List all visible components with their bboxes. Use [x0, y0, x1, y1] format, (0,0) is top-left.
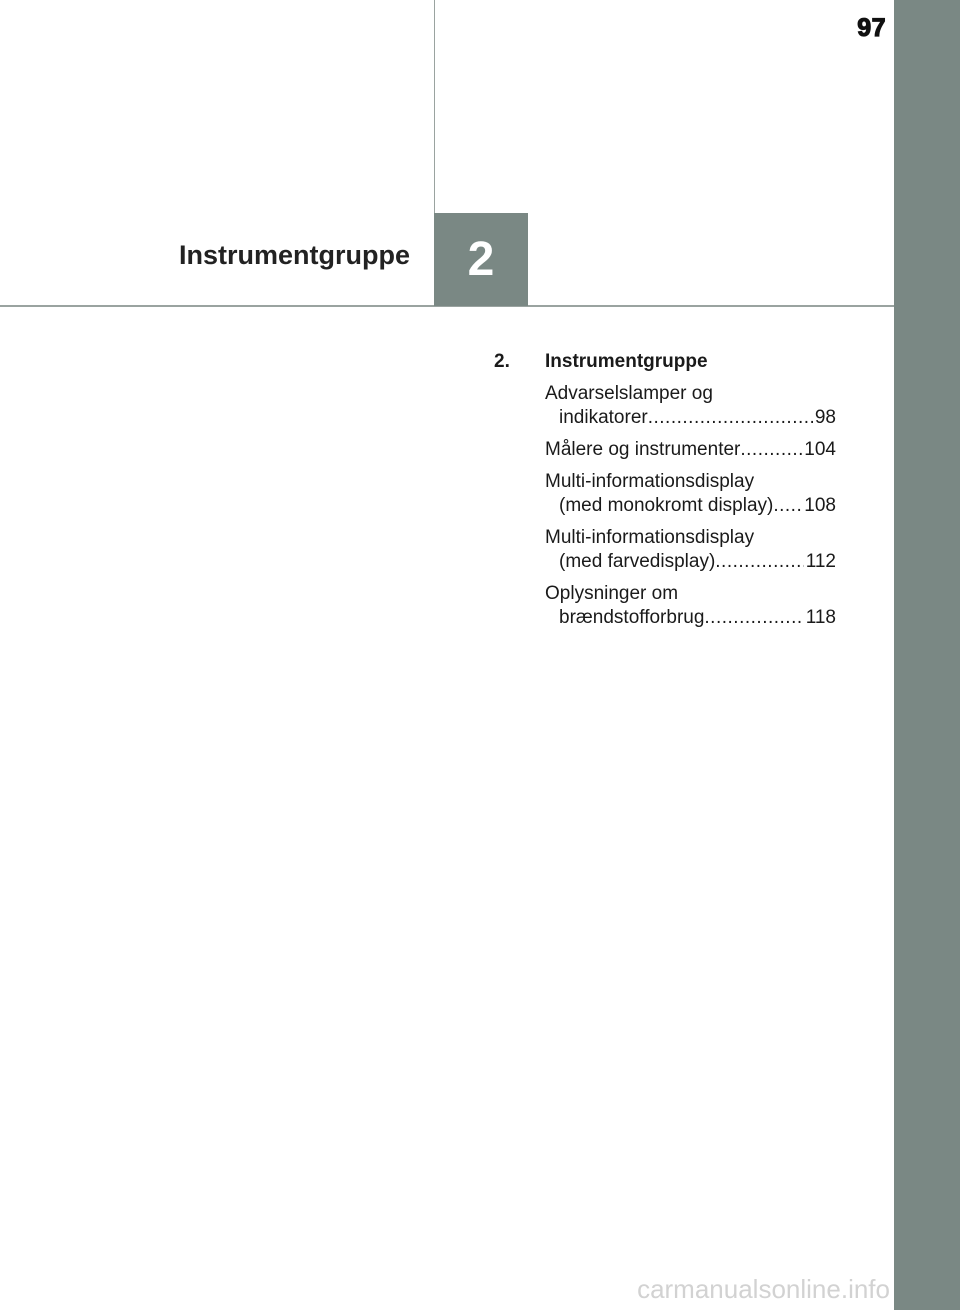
toc-section-title: Instrumentgruppe: [545, 351, 708, 372]
toc-entry-title-cont: (med farvedisplay): [559, 551, 716, 572]
toc-leader-dots: [740, 438, 802, 462]
chapter-number: 2: [467, 232, 495, 286]
toc-entry-title-cont: indikatorer: [559, 407, 648, 428]
toc-leader-dots: [704, 606, 803, 630]
toc-entry-title: Multi-informationsdisplay: [545, 471, 755, 492]
toc-entry-title-cont: (med monokromt display): [559, 495, 774, 516]
watermark: carmanualsonline.info: [637, 1274, 890, 1304]
toc-entry-multi-info-farve[interactable]: [545, 526, 836, 574]
toc-entry-title: Oplysninger om: [545, 583, 679, 604]
toc-entry-title: Multi-informationsdisplay: [545, 527, 755, 548]
toc-entry-advarselslamper[interactable]: [545, 382, 836, 430]
table-of-contents: [494, 351, 836, 638]
toc-section-heading[interactable]: [494, 351, 836, 373]
toc-entry-title: Advarselslamper og: [545, 383, 713, 404]
chapter-side-band: [894, 0, 960, 1310]
page-number: 97: [857, 14, 886, 42]
toc-entry-title: Målere og instrumenter: [545, 439, 741, 460]
toc-entry-title-cont: brændstofforbrug: [559, 607, 705, 628]
chapter-title: Instrumentgruppe: [178, 240, 410, 270]
toc-leader-dots: [715, 550, 803, 574]
toc-leader-dots: [773, 494, 802, 518]
toc-entry-braendstof[interactable]: [545, 582, 836, 630]
toc-entry-multi-info-monokromt[interactable]: [545, 470, 836, 518]
toc-entry-maalere[interactable]: [545, 438, 836, 462]
chapter-number-box: [434, 213, 528, 306]
toc-entry-page: 112: [805, 551, 836, 572]
toc-section-number: 2.: [494, 351, 510, 372]
toc-entry-page: 98: [814, 407, 836, 428]
toc-leader-dots: [648, 406, 813, 430]
toc-entry-page: 108: [804, 495, 836, 516]
header-vertical-divider: [434, 0, 435, 213]
toc-entry-page: 118: [805, 607, 836, 628]
toc-entry-page: 104: [804, 439, 836, 460]
